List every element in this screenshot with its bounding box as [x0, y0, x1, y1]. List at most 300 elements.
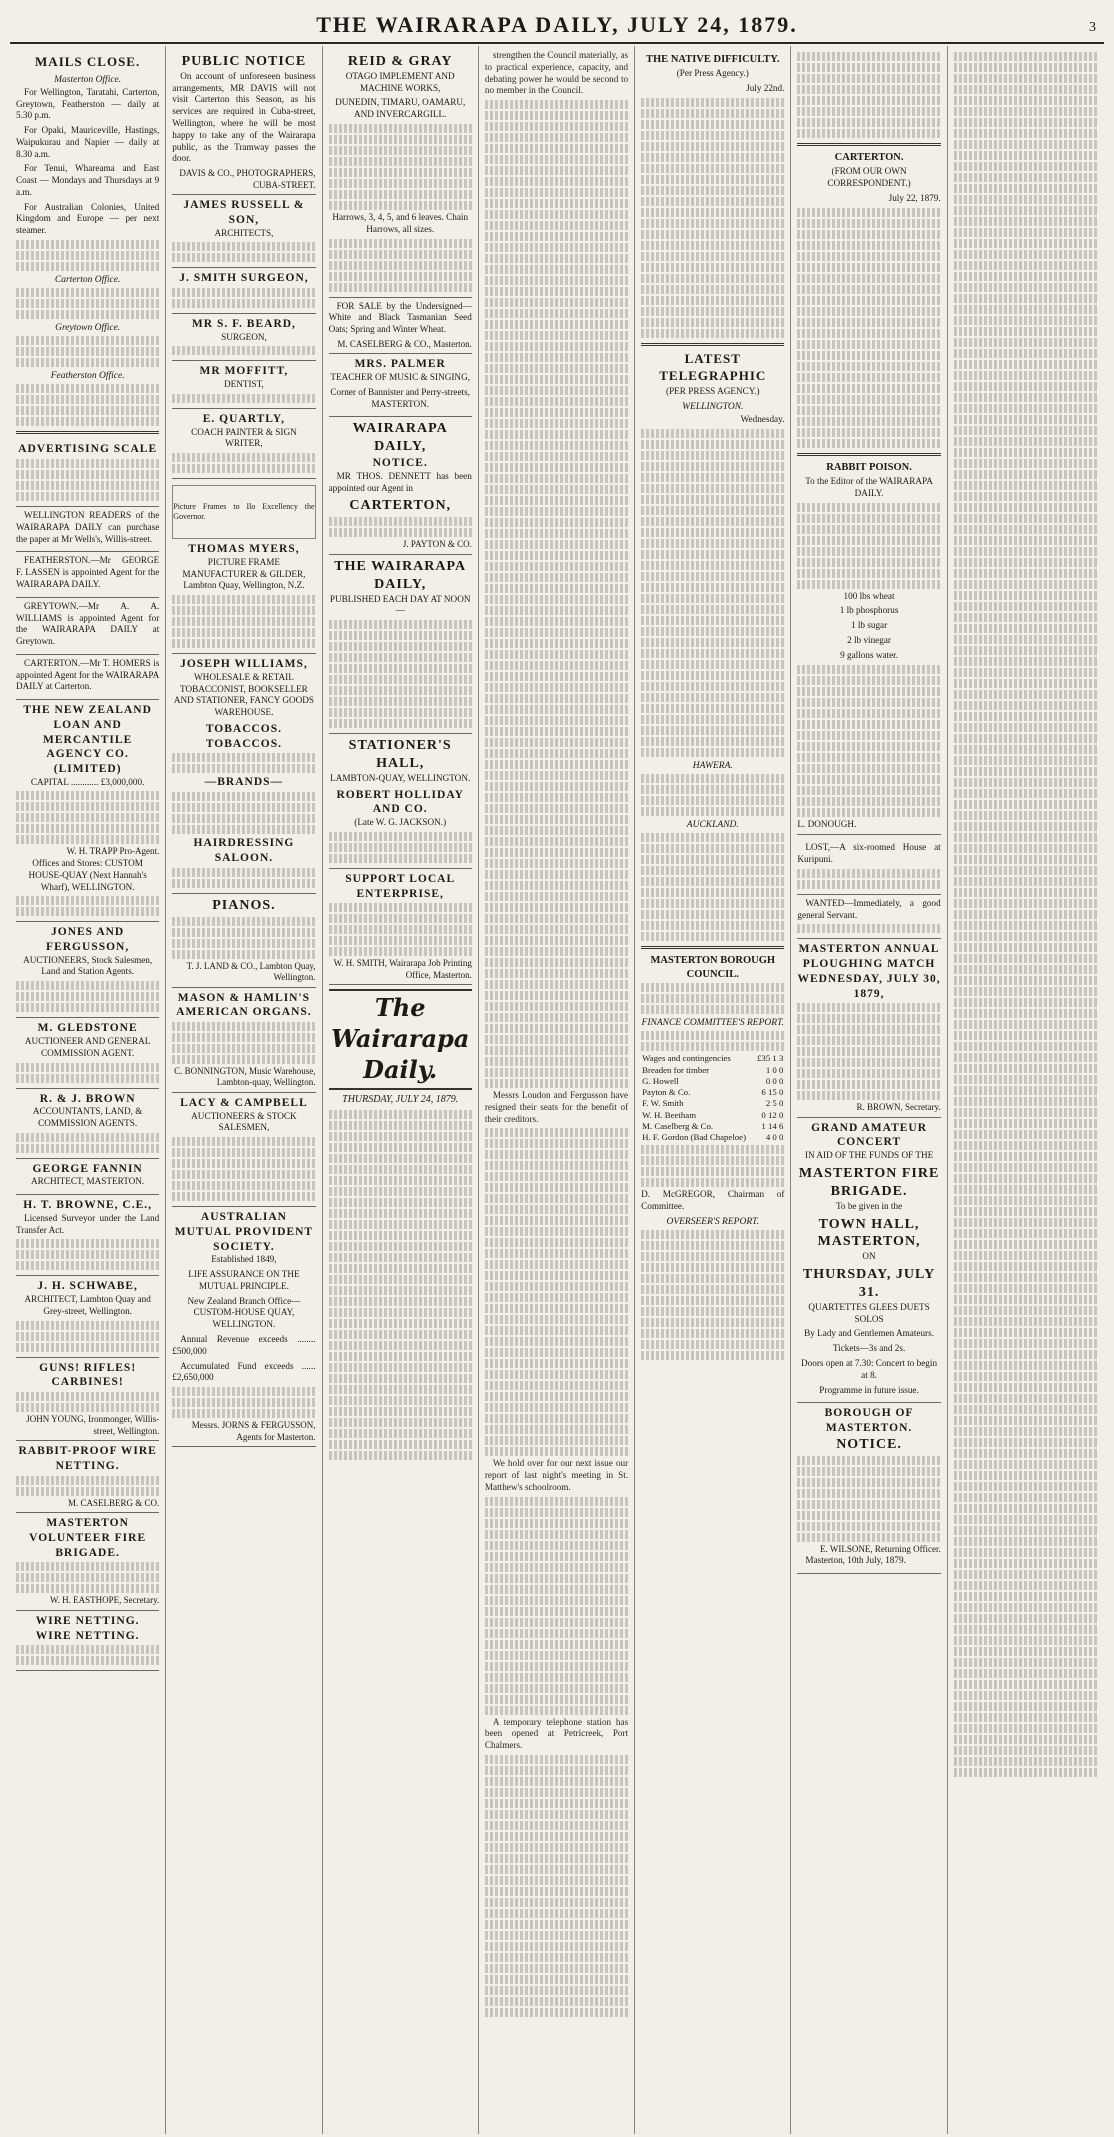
text-line-placeholder [954, 63, 1098, 72]
text-line-placeholder [954, 580, 1098, 589]
text-line-placeholder [485, 1436, 628, 1445]
day-label: Wednesday. [740, 414, 785, 425]
text-line-placeholder [797, 880, 940, 889]
text-line-placeholder [797, 687, 940, 696]
text-line-placeholder [485, 628, 628, 637]
text-line-placeholder [329, 1440, 472, 1449]
text-line-placeholder [16, 791, 159, 800]
text-line-placeholder [797, 753, 940, 762]
text-line-placeholder [797, 1489, 940, 1498]
text-line-placeholder [641, 921, 784, 930]
text-line-placeholder [485, 1887, 628, 1896]
text-line-placeholder [954, 547, 1098, 556]
text-line-placeholder [485, 738, 628, 747]
native-difficulty-source: (Per Press Agency.) [676, 68, 749, 79]
text-line-placeholder [797, 428, 940, 437]
table-row [641, 1087, 784, 1098]
text-line-placeholder [641, 572, 784, 581]
text-line-placeholder [954, 1768, 1098, 1777]
text-line-placeholder [485, 1898, 628, 1907]
text-line-placeholder [172, 1055, 315, 1064]
text-line-placeholder [485, 1942, 628, 1951]
text-line-placeholder [954, 228, 1098, 237]
text-line-placeholder [329, 1242, 472, 1251]
wellington-readers-notice: WELLINGTON READERS of the WAIRARAPA DAILY can purchase the paper at Mr Wells's, Willis-street. [16, 507, 159, 552]
text-line-placeholder [954, 85, 1098, 94]
text-line-placeholder [172, 394, 315, 403]
text-line-placeholder [485, 496, 628, 505]
text-line-placeholder [954, 1009, 1098, 1018]
text-line-placeholder [954, 1757, 1098, 1766]
text-line-placeholder [954, 657, 1098, 666]
text-line-placeholder [797, 373, 940, 382]
text-line-placeholder [641, 660, 784, 669]
text-line-placeholder [329, 914, 472, 923]
table-cell: F. W. Smith [642, 1098, 684, 1109]
text-line-placeholder [485, 210, 628, 219]
text-line-placeholder [954, 118, 1098, 127]
text-line-placeholder [954, 635, 1098, 644]
text-line-placeholder [485, 925, 628, 934]
text-line-placeholder [16, 1133, 159, 1142]
text-line-placeholder [954, 569, 1098, 578]
text-line-placeholder [16, 240, 159, 249]
text-line-placeholder [329, 1352, 472, 1361]
text-line-placeholder [797, 720, 940, 729]
table-row [641, 1065, 784, 1076]
text-line-placeholder [797, 536, 940, 545]
text-line-placeholder [797, 1069, 940, 1078]
overseers-report-heading: OVERSEER'S REPORT. [666, 1216, 760, 1227]
text-line-placeholder [172, 1022, 315, 1031]
text-line-placeholder [485, 1684, 628, 1693]
text-line-placeholder [954, 679, 1098, 688]
text-line-placeholder [797, 1036, 940, 1045]
jones-fergusson-ad: JONES AND FERGUSSON, AUCTIONEERS, Stock Salesmen, Land and Station Agents. [16, 922, 159, 1018]
text-line-placeholder [485, 595, 628, 604]
text-line-placeholder [329, 903, 472, 912]
text-line-placeholder [954, 272, 1098, 281]
text-line-placeholder [485, 639, 628, 648]
text-line-placeholder [485, 1508, 628, 1517]
text-line-placeholder [485, 1282, 628, 1291]
text-line-placeholder [954, 1383, 1098, 1392]
paper-nameplate: The Wairarapa Daily. [329, 989, 472, 1089]
text-line-placeholder [641, 197, 784, 206]
fannin-ad: GEORGE FANNIN ARCHITECT, MASTERTON. [16, 1159, 159, 1195]
text-line-placeholder [641, 796, 784, 805]
text-line-placeholder [797, 362, 940, 371]
text-line-placeholder [954, 470, 1098, 479]
fire-brigade-ad: MASTERTON VOLUNTEER FIRE BRIGADE. W. H. EASTHOPE, Secretary. [16, 1513, 159, 1611]
mails-close-heading: MAILS CLOSE. [35, 54, 141, 69]
text-line-placeholder [485, 1403, 628, 1412]
public-notice-ad: PUBLIC NOTICE On account of unforeseen business arrangements, MR DAVIS will not visit Carterton this Season, as his services are required in Cuba-street, Wellington, where he will be most happy to take any of the Wairarapa public, as the Tramway passes the door. DAVIS & CO., PHOTOGRAPHERS, CUBA-STREET. [172, 50, 315, 195]
text-line-placeholder [954, 1460, 1098, 1469]
text-line-placeholder [485, 331, 628, 340]
text-line-placeholder [954, 415, 1098, 424]
text-line-placeholder [797, 384, 940, 393]
text-line-placeholder [954, 1614, 1098, 1623]
text-line-placeholder [954, 888, 1098, 897]
text-line-placeholder [329, 1176, 472, 1185]
table-cell: £35 1 3 [757, 1053, 784, 1064]
text-line-placeholder [485, 1651, 628, 1660]
text-line-placeholder [641, 704, 784, 713]
text-line-placeholder [485, 320, 628, 329]
text-line-placeholder [485, 1370, 628, 1379]
borough-notice-ad: BOROUGH OF MASTERTON. NOTICE. E. WILSONE, Returning Officer. Masterton, 10th July, 1879. [797, 1403, 940, 1574]
text-line-placeholder [954, 734, 1098, 743]
text-line-placeholder [797, 52, 940, 61]
text-line-placeholder [954, 1603, 1098, 1612]
text-line-placeholder [797, 208, 940, 217]
text-line-placeholder [954, 1625, 1098, 1634]
text-line-placeholder [485, 1150, 628, 1159]
latest-telegraphic-source: (PER PRESS AGENCY.) [666, 386, 760, 397]
text-line-placeholder [16, 1656, 159, 1665]
text-line-placeholder [641, 1031, 784, 1040]
text-line-placeholder [16, 1403, 159, 1412]
text-line-placeholder [172, 1148, 315, 1157]
text-line-placeholder [172, 639, 315, 648]
text-line-placeholder [797, 1047, 940, 1056]
text-line-placeholder [172, 1181, 315, 1190]
letter-signature: L. DONOUGH. [797, 818, 857, 829]
text-line-placeholder [641, 910, 784, 919]
text-line-placeholder [485, 1596, 628, 1605]
schwabe-ad: J. H. SCHWABE, ARCHITECT, Lambton Quay and Grey-street, Wellington. [16, 1276, 159, 1357]
text-line-placeholder [485, 1425, 628, 1434]
featherston-agent-notice: FEATHERSTON.—Mr GEORGE F. LASSEN is appointed Agent for the WAIRARAPA DAILY. [16, 552, 159, 597]
text-line-placeholder [797, 340, 940, 349]
text-line-placeholder [797, 129, 940, 138]
text-line-placeholder [797, 924, 940, 933]
text-line-placeholder [485, 1304, 628, 1313]
column-5 [635, 46, 791, 2134]
text-line-placeholder [485, 881, 628, 890]
borough-council-heading: MASTERTON BOROUGH COUNCIL. [650, 955, 776, 980]
text-line-placeholder [485, 1172, 628, 1181]
text-line-placeholder [485, 859, 628, 868]
text-line-placeholder [485, 914, 628, 923]
text-line-placeholder [329, 1110, 472, 1119]
text-line-placeholder [954, 965, 1098, 974]
text-line-placeholder [954, 140, 1098, 149]
text-line-placeholder [954, 723, 1098, 732]
text-line-placeholder [16, 1343, 159, 1352]
text-line-placeholder [797, 580, 940, 589]
text-line-placeholder [485, 1046, 628, 1055]
text-line-placeholder [954, 437, 1098, 446]
greytown-office-heading: Greytown Office. [55, 323, 121, 334]
text-line-placeholder [485, 474, 628, 483]
column-7 [948, 46, 1104, 2134]
text-line-placeholder [641, 1167, 784, 1176]
text-line-placeholder [485, 1326, 628, 1335]
text-line-placeholder [485, 1909, 628, 1918]
text-line-placeholder [797, 263, 940, 272]
text-line-placeholder [954, 1493, 1098, 1502]
recipe-line: 100 lbs wheat [843, 590, 895, 601]
text-line-placeholder [16, 384, 159, 393]
text-line-placeholder [485, 1337, 628, 1346]
text-line-placeholder [954, 1152, 1098, 1161]
text-line-placeholder [641, 208, 784, 217]
text-line-placeholder [329, 1374, 472, 1383]
text-line-placeholder [641, 855, 784, 864]
text-line-placeholder [485, 1810, 628, 1819]
rabbit-wire-ad: RABBIT-PROOF WIRE NETTING. M. CASELBERG & CO. [16, 1441, 159, 1513]
text-line-placeholder [329, 1165, 472, 1174]
text-line-placeholder [954, 690, 1098, 699]
text-line-placeholder [485, 144, 628, 153]
text-line-placeholder [16, 492, 159, 501]
text-line-placeholder [329, 1451, 472, 1460]
text-line-placeholder [954, 503, 1098, 512]
text-line-placeholder [954, 943, 1098, 952]
text-line-placeholder [641, 693, 784, 702]
text-line-placeholder [172, 1033, 315, 1042]
text-line-placeholder [954, 877, 1098, 886]
text-line-placeholder [954, 382, 1098, 391]
text-line-placeholder [485, 529, 628, 538]
text-line-placeholder [485, 1706, 628, 1715]
text-line-placeholder [641, 1263, 784, 1272]
text-line-placeholder [172, 879, 315, 888]
text-line-placeholder [172, 753, 315, 762]
text-line-placeholder [485, 309, 628, 318]
nz-loan-ad: THE NEW ZEALAND LOAN AND MERCANTILE AGENCY CO. (LIMITED) CAPITAL ............ £3,000,000. W. H. TRAPP Pro-Agent. Offices and Stores: CUSTOM HOUSE-QUAY (Next Hannah's Wharf), WELLINGTON. [16, 700, 159, 922]
text-line-placeholder [954, 1713, 1098, 1722]
text-line-placeholder [954, 107, 1098, 116]
text-line-placeholder [485, 1447, 628, 1456]
table-row [641, 1076, 784, 1087]
text-line-placeholder [329, 1407, 472, 1416]
text-line-placeholder [485, 1799, 628, 1808]
table-row [641, 1121, 784, 1132]
table-cell: 6 15 0 [761, 1087, 784, 1097]
text-line-placeholder [954, 283, 1098, 292]
wanted-ad: WANTED—Immediately, a good general Servant. [797, 895, 940, 940]
text-line-placeholder [485, 1260, 628, 1269]
text-line-placeholder [954, 1636, 1098, 1645]
text-line-placeholder [641, 230, 784, 239]
text-line-placeholder [797, 808, 940, 817]
text-line-placeholder [641, 1178, 784, 1187]
text-line-placeholder [797, 1478, 940, 1487]
text-line-placeholder [329, 947, 472, 956]
text-line-placeholder [485, 397, 628, 406]
text-line-placeholder [641, 807, 784, 816]
text-line-placeholder [329, 168, 472, 177]
text-line-placeholder [641, 175, 784, 184]
text-line-placeholder [641, 164, 784, 173]
text-line-placeholder [485, 1585, 628, 1594]
text-line-placeholder [954, 976, 1098, 985]
text-line-placeholder [954, 459, 1098, 468]
text-line-placeholder [485, 947, 628, 956]
text-line-placeholder [485, 672, 628, 681]
text-line-placeholder [485, 1843, 628, 1852]
text-line-placeholder [641, 737, 784, 746]
text-line-placeholder [641, 506, 784, 515]
text-line-placeholder [485, 353, 628, 362]
text-line-placeholder [16, 310, 159, 319]
recipe-line: 1 lb sugar [850, 620, 888, 631]
text-line-placeholder [485, 870, 628, 879]
text-line-placeholder [329, 832, 472, 841]
carterton-office-heading: Carterton Office. [54, 274, 121, 285]
text-line-placeholder [485, 661, 628, 670]
masthead [10, 0, 1104, 44]
text-line-placeholder [16, 907, 159, 916]
text-line-placeholder [641, 318, 784, 327]
text-line-placeholder [485, 430, 628, 439]
text-line-placeholder [641, 594, 784, 603]
text-line-placeholder [485, 584, 628, 593]
text-line-placeholder [485, 419, 628, 428]
text-line-placeholder [172, 1387, 315, 1396]
ploughing-match-ad: MASTERTON ANNUAL PLOUGHING MATCH WEDNESDAY, JULY 30, 1879, R. BROWN, Secretary. [797, 939, 940, 1117]
text-line-placeholder [641, 329, 784, 338]
amp-society-ad: AUSTRALIAN MUTUAL PROVIDENT SOCIETY. Established 1849, LIFE ASSURANCE ON THE MUTUAL PRINCIPLE. New Zealand Branch Office—CUSTOM-HOUSE QUAY, WELLINGTON. Annual Revenue exceeds ........ £500,000 Accumulated Fund exceeds ...... £2,650,000 Messrs. JORNS & FERGUSSON, Agents for Masterton. [172, 1207, 315, 1447]
text-line-placeholder [641, 429, 784, 438]
text-line-placeholder [797, 252, 940, 261]
table-cell: Wages and contingencies [642, 1053, 731, 1064]
text-line-placeholder [797, 395, 940, 404]
text-line-placeholder [954, 1295, 1098, 1304]
text-line-placeholder [641, 274, 784, 283]
text-line-placeholder [172, 464, 315, 473]
text-line-placeholder [797, 1091, 940, 1100]
text-line-placeholder [641, 285, 784, 294]
text-line-placeholder [329, 719, 472, 728]
text-line-placeholder [329, 146, 472, 155]
text-line-placeholder [797, 1511, 940, 1520]
text-line-placeholder [16, 813, 159, 822]
text-line-placeholder [797, 1533, 940, 1542]
brown-ad: R. & J. BROWN ACCOUNTANTS, LAND, & COMMISSION AGENTS. [16, 1089, 159, 1159]
text-line-placeholder [485, 386, 628, 395]
text-line-placeholder [172, 288, 315, 297]
text-line-placeholder [954, 789, 1098, 798]
text-line-placeholder [641, 1274, 784, 1283]
table-row [641, 1132, 784, 1143]
text-line-placeholder [797, 96, 940, 105]
text-line-placeholder [485, 1953, 628, 1962]
column-3 [323, 46, 479, 2134]
table-cell: Breaden for timber [642, 1064, 710, 1075]
text-line-placeholder [954, 360, 1098, 369]
text-line-placeholder [954, 536, 1098, 545]
beard-ad: MR S. F. BEARD, SURGEON, [172, 314, 315, 361]
text-line-placeholder [172, 242, 315, 251]
text-line-placeholder [485, 188, 628, 197]
text-line-placeholder [485, 232, 628, 241]
text-line-placeholder [641, 131, 784, 140]
table-cell: 2 5 0 [765, 1098, 784, 1109]
text-line-placeholder [641, 528, 784, 537]
text-line-placeholder [954, 712, 1098, 721]
text-line-placeholder [641, 833, 784, 842]
text-line-placeholder [172, 825, 315, 834]
text-line-placeholder [485, 540, 628, 549]
text-line-placeholder [797, 118, 940, 127]
text-line-placeholder [797, 1467, 940, 1476]
text-line-placeholder [954, 1592, 1098, 1601]
text-line-placeholder [16, 1584, 159, 1593]
text-line-placeholder [797, 241, 940, 250]
text-line-placeholder [797, 764, 940, 773]
text-line-placeholder [172, 868, 315, 877]
text-line-placeholder [954, 756, 1098, 765]
text-line-placeholder [485, 1128, 628, 1137]
text-line-placeholder [797, 406, 940, 415]
text-line-placeholder [641, 1241, 784, 1250]
text-line-placeholder [172, 917, 315, 926]
text-line-placeholder [797, 439, 940, 448]
text-line-placeholder [485, 716, 628, 725]
text-line-placeholder [485, 1695, 628, 1704]
text-line-placeholder [641, 899, 784, 908]
native-difficulty-dateline: July 22nd. [746, 83, 785, 94]
text-line-placeholder [485, 1205, 628, 1214]
text-line-placeholder [329, 843, 472, 852]
text-line-placeholder [641, 495, 784, 504]
text-line-placeholder [954, 932, 1098, 941]
carterton-agent-notice: CARTERTON.—Mr T. HOMERS is appointed Agent for the WAIRARAPA DAILY at Carterton. [16, 655, 159, 700]
advertising-scale-ad: ADVERTISING SCALE [16, 439, 159, 507]
text-line-placeholder [329, 1253, 472, 1262]
text-line-placeholder [485, 705, 628, 714]
text-line-placeholder [954, 1042, 1098, 1051]
column-6 [791, 46, 947, 2134]
text-line-placeholder [485, 1563, 628, 1572]
text-line-placeholder [954, 1691, 1098, 1700]
text-line-placeholder [954, 822, 1098, 831]
text-line-placeholder [954, 1394, 1098, 1403]
text-line-placeholder [954, 1361, 1098, 1370]
table-cell: 4 0 0 [765, 1132, 784, 1142]
text-line-placeholder [954, 1416, 1098, 1425]
text-line-placeholder [329, 272, 472, 281]
text-line-placeholder [954, 1218, 1098, 1227]
text-line-placeholder [954, 1735, 1098, 1744]
text-line-placeholder [485, 606, 628, 615]
text-line-placeholder [172, 764, 315, 773]
text-line-placeholder [641, 1307, 784, 1316]
text-line-placeholder [16, 802, 159, 811]
text-line-placeholder [641, 1351, 784, 1360]
text-line-placeholder [485, 221, 628, 230]
text-line-placeholder [16, 299, 159, 308]
text-line-placeholder [329, 620, 472, 629]
text-line-placeholder [485, 1777, 628, 1786]
carterton-source: (FROM OUR OWN CORRESPONDENT.) [827, 166, 911, 189]
table-cell: Payton & Co. [642, 1087, 691, 1097]
text-line-placeholder [954, 1141, 1098, 1150]
text-line-placeholder [954, 316, 1098, 325]
text-line-placeholder [954, 1702, 1098, 1711]
text-line-placeholder [329, 135, 472, 144]
text-line-placeholder [329, 1121, 472, 1130]
text-line-placeholder [954, 1240, 1098, 1249]
text-line-placeholder [329, 936, 472, 945]
text-line-placeholder [797, 547, 940, 556]
text-line-placeholder [485, 166, 628, 175]
text-line-placeholder [16, 347, 159, 356]
